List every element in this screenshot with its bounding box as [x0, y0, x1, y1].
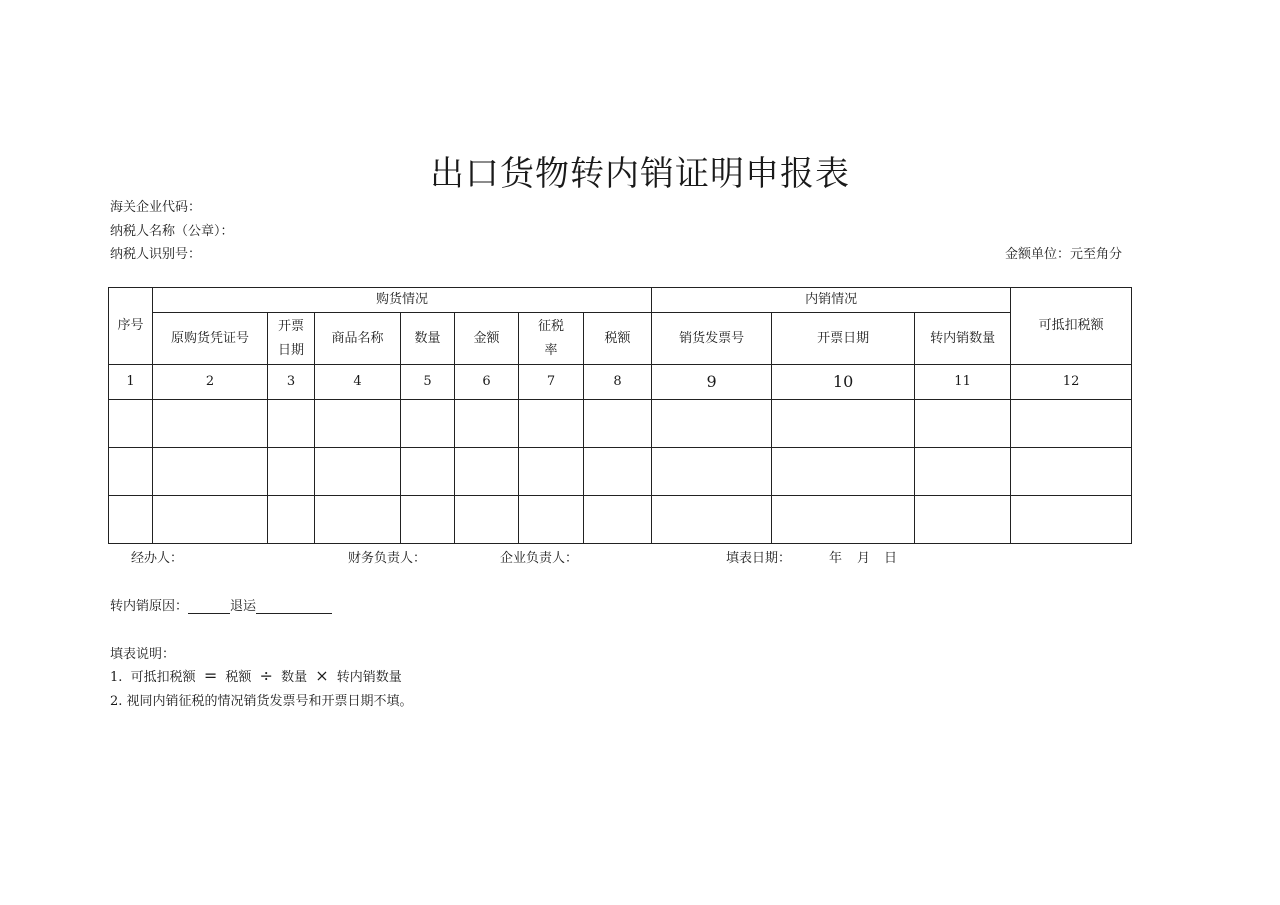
customs-code-label: 海关企业代码： — [110, 200, 202, 215]
col-number: 9 — [652, 365, 772, 400]
note-1-term-d: 转内销数量 — [336, 670, 402, 685]
header-domestic-qty: 转内销数量 — [915, 313, 1011, 365]
date-year-label: 年 — [829, 551, 843, 566]
table-cell[interactable] — [584, 400, 652, 448]
divide-symbol: ÷ — [259, 666, 273, 685]
header-orig-voucher: 原购货凭证号 — [153, 313, 268, 365]
header-domestic-group: 内销情况 — [652, 288, 1011, 313]
header-tax-rate-line2: 率 — [544, 342, 558, 358]
header-purchase-group: 购货情况 — [153, 288, 652, 313]
table-cell[interactable] — [268, 448, 315, 496]
column-number-row — [109, 365, 1132, 400]
col-number: 6 — [455, 365, 519, 400]
col-number: 1 — [109, 365, 153, 400]
date-day-label: 日 — [884, 551, 898, 566]
header-tax-rate-line1: 征税 — [537, 318, 564, 334]
table-cell[interactable] — [519, 400, 584, 448]
table-cell[interactable] — [455, 448, 519, 496]
table-cell[interactable] — [1011, 496, 1132, 544]
col-number: 8 — [584, 365, 652, 400]
col-number: 7 — [519, 365, 584, 400]
note-1-term-b: 税额 — [225, 670, 252, 685]
handler-label: 经办人： — [131, 551, 184, 566]
header-tax-amount: 税额 — [584, 313, 652, 365]
reason-label: 转内销原因： — [110, 599, 189, 614]
col-number: 5 — [401, 365, 455, 400]
col-number: 12 — [1011, 365, 1132, 400]
table-cell[interactable] — [652, 496, 772, 544]
header-amount: 金额 — [455, 313, 519, 365]
note-1-prefix: 1. — [110, 670, 123, 685]
table-cell[interactable] — [1011, 400, 1132, 448]
equals-symbol: = — [203, 666, 218, 685]
table-cell[interactable] — [153, 448, 268, 496]
header-deductible-tax: 可抵扣税额 — [1011, 288, 1132, 365]
table-cell[interactable] — [109, 448, 153, 496]
finance-head-label: 财务负责人： — [348, 551, 427, 566]
table-cell[interactable] — [519, 496, 584, 544]
table-cell[interactable] — [109, 400, 153, 448]
table-cell[interactable] — [519, 448, 584, 496]
taxpayer-name-label: 纳税人名称（公章）： — [110, 224, 234, 239]
table-cell[interactable] — [315, 448, 401, 496]
table-cell[interactable] — [772, 448, 915, 496]
col-number: 11 — [915, 365, 1011, 400]
page-title: 出口货物转内销证明申报表 — [430, 154, 850, 194]
table-row — [109, 496, 1132, 544]
header-invoice-date-line1: 开票 — [277, 318, 304, 334]
table-cell[interactable] — [772, 496, 915, 544]
col-number: 4 — [315, 365, 401, 400]
col-number: 2 — [153, 365, 268, 400]
header-invoice-date — [268, 313, 315, 365]
table-cell[interactable] — [401, 400, 455, 448]
header-quantity: 数量 — [401, 313, 455, 365]
table-cell[interactable] — [153, 400, 268, 448]
table-cell[interactable] — [315, 496, 401, 544]
table-cell[interactable] — [584, 448, 652, 496]
table-cell[interactable] — [268, 400, 315, 448]
table-cell[interactable] — [915, 496, 1011, 544]
fill-date-label: 填表日期： — [726, 551, 792, 566]
table-cell[interactable] — [109, 496, 153, 544]
table-cell[interactable] — [915, 400, 1011, 448]
reason-value: 退运 — [230, 599, 257, 614]
col-number: 10 — [772, 365, 915, 400]
table-cell[interactable] — [153, 496, 268, 544]
table-cell[interactable] — [1011, 448, 1132, 496]
table-cell[interactable] — [268, 496, 315, 544]
note-line-2: 2. 视同内销征税的情况销货发票号和开票日期不填。 — [110, 694, 413, 709]
reason-blank-field[interactable] — [256, 599, 332, 614]
table-row — [109, 400, 1132, 448]
note-1-term-c: 数量 — [281, 670, 308, 685]
amount-unit-label: 金额单位：元至角分 — [1004, 247, 1122, 262]
header-tax-rate — [519, 313, 584, 365]
multiply-symbol: × — [315, 666, 329, 685]
reason-blank-field[interactable] — [188, 599, 230, 614]
header-sales-invoice: 销货发票号 — [652, 313, 772, 365]
table-cell[interactable] — [652, 400, 772, 448]
declaration-table — [108, 287, 1132, 544]
header-goods-name: 商品名称 — [315, 313, 401, 365]
table-cell[interactable] — [772, 400, 915, 448]
table-cell[interactable] — [652, 448, 772, 496]
table-cell[interactable] — [455, 496, 519, 544]
table-cell[interactable] — [401, 496, 455, 544]
note-line-1 — [110, 666, 402, 685]
header-seq: 序号 — [109, 288, 153, 365]
col-number: 3 — [268, 365, 315, 400]
table-cell[interactable] — [584, 496, 652, 544]
taxpayer-id-label: 纳税人识别号： — [110, 247, 202, 262]
date-month-label: 月 — [857, 551, 871, 566]
reason-line — [110, 595, 332, 614]
table-row — [109, 448, 1132, 496]
header-invoice-date-line2: 日期 — [277, 342, 304, 358]
table-cell[interactable] — [315, 400, 401, 448]
table-cell[interactable] — [915, 448, 1011, 496]
table-cell[interactable] — [455, 400, 519, 448]
header-issue-date: 开票日期 — [772, 313, 915, 365]
note-1-term-a: 可抵扣税额 — [130, 670, 196, 685]
table-cell[interactable] — [401, 448, 455, 496]
enterprise-head-label: 企业负责人： — [500, 551, 579, 566]
notes-heading: 填表说明： — [110, 647, 176, 662]
